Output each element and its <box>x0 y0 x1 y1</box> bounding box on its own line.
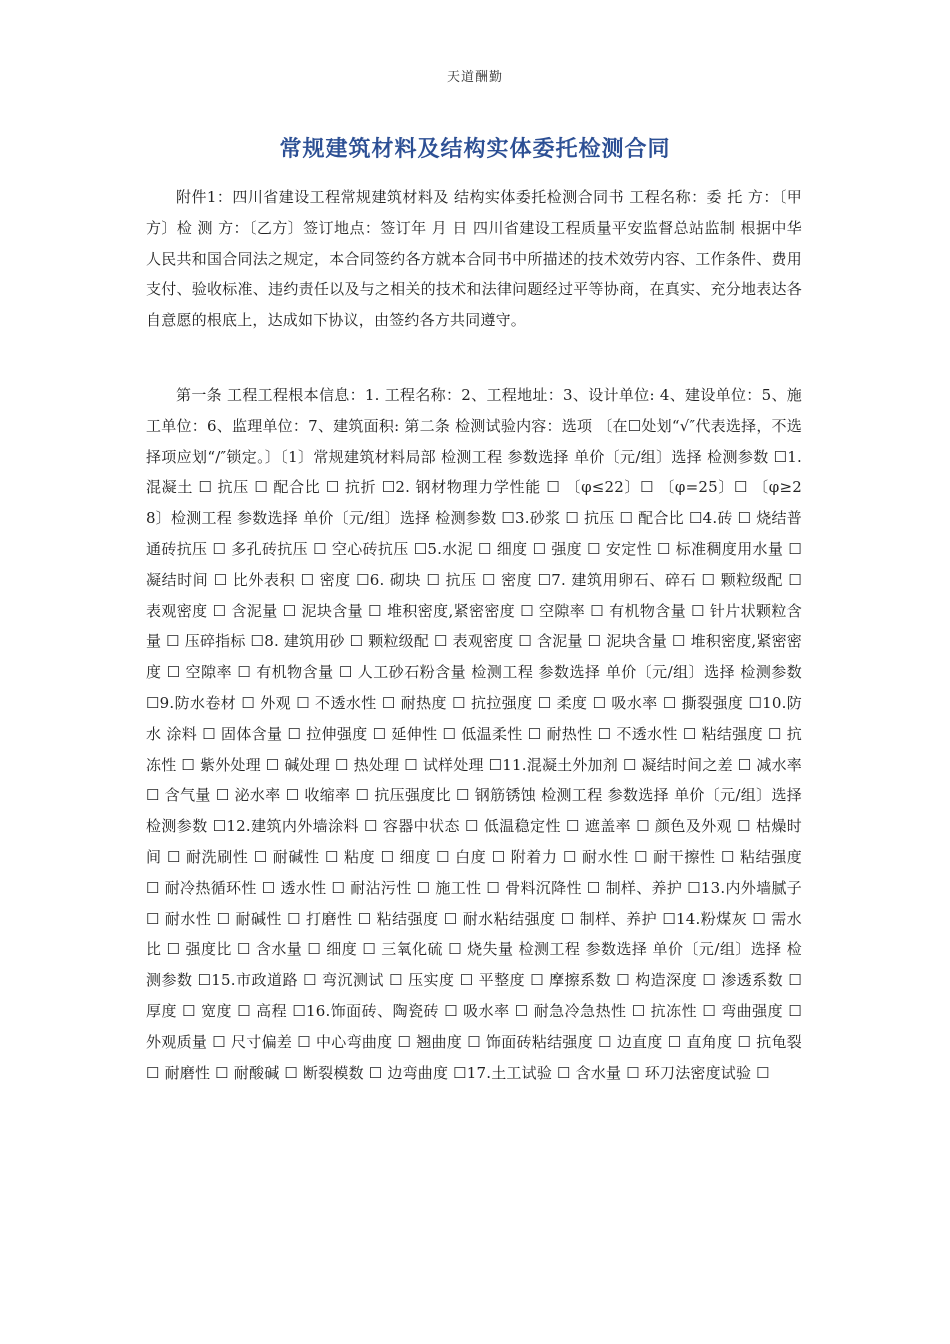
document-title: 常规建筑材料及结构实体委托检测合同 <box>279 137 671 162</box>
paragraph-articles: 第一条 工程工程根本信息：1. 工程名称：2、工程地址：3、设计单位: 4、建设单位：5、施工单位：6、监理单位：7、建筑面积: 第二条 检测试验内容：选项 〔在☐处划“√″代表选择，不选择项应划“/″锁定。〕〔1〕常规建筑材料局部 检测工程 参数选择 单价〔元/组〕选择 检测参数 ☐1.混凝土 ☐ 抗压 ☐ 配合比 ☐ 抗折 ☐2. 钢材物理力学性能 ☐ 〔φ≤22〕☐ 〔φ=25〕☐ 〔φ≥28〕检测工程 参数选择 单价〔元/组〕选择 检测参数 ☐3.砂浆 ☐ 抗压 ☐ 配合比 ☐4.砖 ☐ 烧结普通砖抗压 ☐ 多孔砖抗压 ☐ 空心砖抗压 ☐5.水泥 ☐ 细度 ☐ 强度 ☐ 安定性 ☐ 标准稠度用水量 ☐ 凝结时间 ☐ 比外表积 ☐ 密度 ☐6. 砌块 ☐ 抗压 ☐ 密度 ☐7. 建筑用卵石、碎石 ☐ 颗粒级配 ☐ 表观密度 ☐ 含泥量 ☐ 泥块含量 ☐ 堆积密度,紧密密度 ☐ 空隙率 ☐ 有机物含量 ☐ 针片状颗粒含量 ☐ 压碎指标 ☐8. 建筑用砂 ☐ 颗粒级配 ☐ 表观密度 ☐ 含泥量 ☐ 泥块含量 ☐ 堆积密度,紧密密度 ☐ 空隙率 ☐ 有机物含量 ☐ 人工砂石粉含量 检测工程 参数选择 单价〔元/组〕选择 检测参数 ☐9.防水卷材 ☐ 外观 ☐ 不透水性 ☐ 耐热度 ☐ 抗拉强度 ☐ 柔度 ☐ 吸水率 ☐ 撕裂强度 ☐10.防水 涂料 ☐ 固体含量 ☐ 拉伸强度 ☐ 延伸性 ☐ 低温柔性 ☐ 耐热性 ☐ 不透水性 ☐ 粘结强度 ☐ 抗冻性 ☐ 紫外处理 ☐ 碱处理 ☐ 热处理 ☐ 试样处理 ☐11.混凝土外加剂 ☐ 凝结时间之差 ☐ 减水率 ☐ 含气量 ☐ 泌水率 ☐ 收缩率 ☐ 抗压强度比 ☐ 钢筋锈蚀 检测工程 参数选择 单价〔元/组〕选择 检测参数 ☐12.建筑内外墙涂料 ☐ 容器中状态 ☐ 低温稳定性 ☐ 遮盖率 ☐ 颜色及外观 ☐ 枯燥时间 ☐ 耐洗刷性 ☐ 耐碱性 ☐ 粘度 ☐ 细度 ☐ 白度 ☐ 附着力 ☐ 耐水性 ☐ 耐干擦性 ☐ 粘结强度 ☐ 耐冷热循环性 ☐ 透水性 ☐ 耐沾污性 ☐ 施工性 ☐ 骨料沉降性 ☐ 制样、养护 ☐13.内外墙腻子 ☐ 耐水性 ☐ 耐碱性 ☐ 打磨性 ☐ 粘结强度 ☐ 耐水粘结强度 ☐ 制样、养护 ☐14.粉煤灰 ☐ 需水比 ☐ 强度比 ☐ 含水量 ☐ 细度 ☐ 三氧化硫 ☐ 烧失量 检测工程 参数选择 单价〔元/组〕选择 检测参数 ☐15.市政道路 ☐ 弯沉测试 ☐ 压实度 ☐ 平整度 ☐ 摩擦系数 ☐ 构造深度 ☐ 渗透系数 ☐ 厚度 ☐ 宽度 ☐ 高程 ☐16.饰面砖、陶瓷砖 ☐ 吸水率 ☐ 耐急冷急热性 ☐ 抗冻性 ☐ 弯曲强度 ☐ 外观质量 ☐ 尺寸偏差 ☐ 中心弯曲度 ☐ 翘曲度 ☐ 饰面砖粘结强度 ☐ 边直度 ☐ 直角度 ☐ 抗龟裂 ☐ 耐磨性 ☐ 耐酸碱 ☐ 断裂模数 ☐ 边弯曲度 ☐17.土工试验 ☐ 含水量 ☐ 环刀法密度试验 ☐ <box>146 386 802 1082</box>
page-header: 天道酬勤 <box>446 70 503 85</box>
paragraph-preamble: 附件1：四川省建设工程常规建筑材料及 结构实体委托检测合同书 工程名称：委 托 方：〔甲方〕检 测 方：〔乙方〕签订地点：签订年 月 日 四川省建设工程质量平安监督总站监制 根据中华人民共和国合同法之规定，本合同签约各方就本合同书中所描述的技术效劳内容、工作条件、费用支付、验收标准、违约责任以及与之相关的技术和法律问题经过平等协商，在真实、充分地表达各自意愿的根底上，达成如下协议，由签约各方共同遵守。 <box>146 188 802 330</box>
